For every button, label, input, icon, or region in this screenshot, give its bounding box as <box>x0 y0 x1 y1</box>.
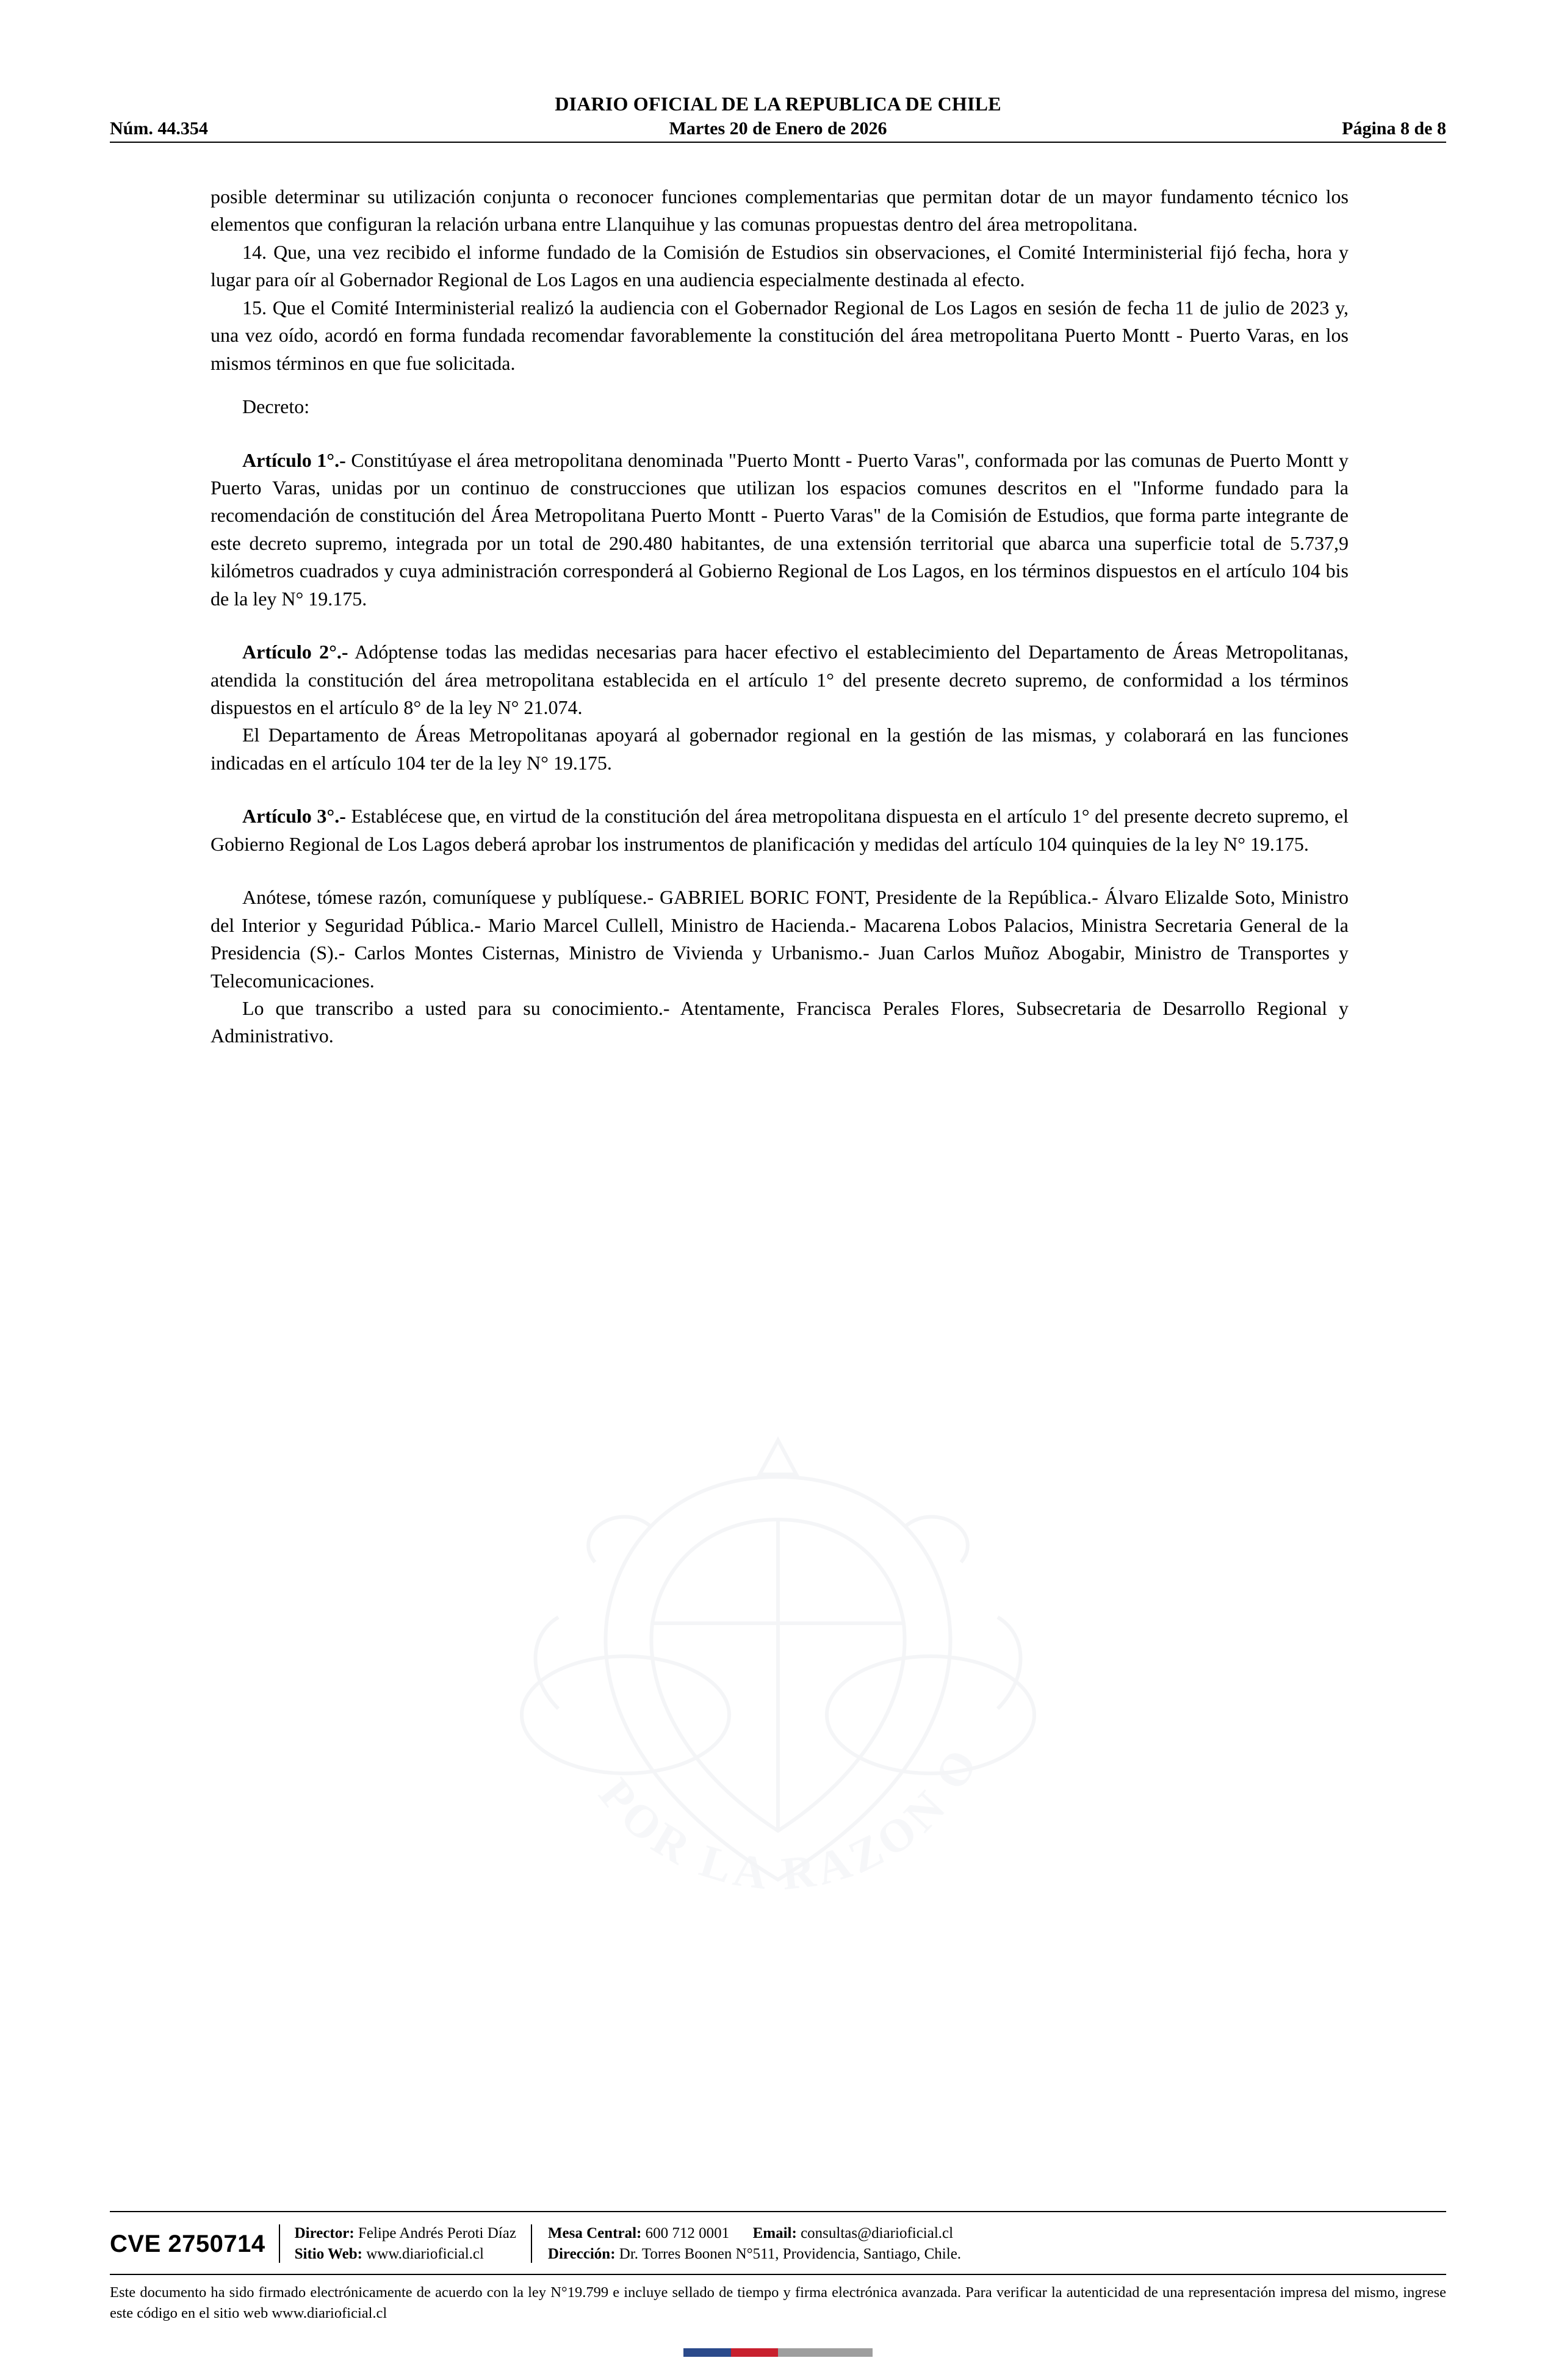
articulo-2-label: Artículo 2°.- <box>242 641 348 663</box>
electronic-signature-note: Este documento ha sido firmado electrónicamente de acuerdo con la ley N°19.799 e incluye sellado de tiempo y firma electrónica avanzada. Para verificar la autenticidad de una representación impresa del mismo, ingrese este código en el sitio web www.diarioficial.cl <box>110 2284 1446 2322</box>
contact-line <box>548 2223 961 2244</box>
document-body <box>211 183 1349 1050</box>
publication-title: DIARIO OFICIAL DE LA REPUBLICA DE CHILE <box>555 93 1001 115</box>
paragraph-signatures: Anótese, tómese razón, comuníquese y publíquese.- GABRIEL BORIC FONT, Presidente de la República.- Álvaro Elizalde Soto, Ministro del Interior y Seguridad Pública.- Mario Marcel Cullell, Ministro de Hacienda.- Macarena Lobos Palacios, Ministra Secretaria General de la Presidencia (S).- Carlos Montes Cisternas, Ministro de Vivienda y Urbanismo.- Juan Carlos Muñoz Abogabir, Ministro de Transportes y Telecomunicaciones. <box>211 886 1349 992</box>
mesa-central-value: 600 712 0001 <box>641 2224 730 2241</box>
address-value: Dr. Torres Boonen N°511, Providencia, Santiago, Chile. <box>615 2245 962 2262</box>
paragraph-transcription: Lo que transcribo a usted para su conocimiento.- Atentamente, Francisca Perales Flores, Subsecretaria de Desarrollo Regional y Administrativo. <box>211 997 1349 1047</box>
articulo-1-label: Artículo 1°.- <box>242 449 346 471</box>
director-line <box>295 2223 516 2244</box>
director-value: Felipe Andrés Peroti Díaz <box>354 2224 516 2241</box>
email-value[interactable]: consultas@diarioficial.cl <box>796 2224 954 2241</box>
footer-divider-top <box>110 2211 1446 2212</box>
articulo-3 <box>211 802 1349 858</box>
issue-number: Núm. 44.354 <box>110 118 208 139</box>
flag-bar <box>683 2348 873 2357</box>
flag-gray-segment <box>778 2348 873 2357</box>
articulo-2 <box>211 638 1349 721</box>
paragraph-considerando-14: 14. Que, una vez recibido el informe fundado de la Comisión de Estudios sin observaciones, el Comité Interministerial fijó fecha, hora y lugar para oír al Gobernador Regional de Los Lagos en una audiencia especialmente destinada al efecto. <box>211 240 1349 291</box>
watermark-motto <box>412 1404 990 1900</box>
flag-blue-segment <box>683 2348 731 2357</box>
page-header <box>110 92 1446 139</box>
articulo-2-text: Adóptense todas las medidas necesarias para hacer efectivo el establecimiento del Departamento de Áreas Metropolitanas, atendida la constitución del área metropolitana establecida en el artículo 1° del presente decreto supremo, de conformidad a los términos dispuestos en el artículo 8° de la ley N° 21.074. <box>211 641 1349 718</box>
paragraph-considerando-15: 15. Que el Comité Interministerial realizó la audiencia con el Gobernador Regional de Los Lagos en sesión de fecha 11 de julio de 2023 y, una vez oído, acordó en forma fundada recomendar favorablemente la constitución del área metropolitana Puerto Montt - Puerto Varas, en los mismos términos en que fue solicitada. <box>211 296 1349 374</box>
email-label: Email: <box>752 2224 797 2241</box>
articulo-1 <box>211 447 1349 613</box>
header-divider <box>110 142 1446 143</box>
website-value[interactable]: www.diarioficial.cl <box>362 2245 484 2262</box>
flag-red-segment <box>731 2348 779 2357</box>
articulo-3-text: Establécese que, en virtud de la constitución del área metropolitana dispuesta en el artículo 1° del presente decreto supremo, el Gobierno Regional de Los Lagos deberá aprobar los instrumentos de planificación y medidas del artículo 104 quinquies de la ley N° 19.175. <box>211 805 1349 855</box>
address-label: Dirección: <box>547 2245 616 2262</box>
articulo-3-label: Artículo 3°.- <box>242 805 346 828</box>
website-label: Sitio Web: <box>294 2245 362 2262</box>
page-number: Página 8 de 8 <box>1342 118 1446 139</box>
articulo-2-paragraph-2: El Departamento de Áreas Metropolitanas apoyará al gobernador regional en la gestión de las mismas, y colaborará en las funciones indicadas en el artículo 104 ter de la ley N° 19.175. <box>211 724 1349 774</box>
coat-of-arms-watermark <box>412 1404 1144 1953</box>
issue-date: Martes 20 de Enero de 2026 <box>669 118 887 139</box>
director-label: Director: <box>294 2224 355 2241</box>
page-footer <box>110 2211 1446 2324</box>
footer-column-contact <box>532 2223 976 2265</box>
footer-divider-mid <box>110 2274 1446 2275</box>
website-line <box>295 2244 516 2265</box>
address-line <box>548 2244 961 2265</box>
paragraph-continuation: posible determinar su utilización conjunta o reconocer funciones complementarias que permitan dotar de un mayor fundamento técnico los elementos que configuran la relación urbana entre Llanquihue y las comunas propuestas dentro del área metropolitana. <box>211 186 1349 236</box>
mesa-central-label: Mesa Central: <box>547 2224 642 2241</box>
decreto-heading: Decreto: <box>242 395 310 418</box>
footer-info <box>110 2223 1446 2265</box>
header-meta-row <box>110 118 1446 139</box>
svg-text:POR LA RAZON O LA FUERZA <box>412 1404 990 1900</box>
cve-code: CVE 2750714 <box>110 2230 265 2257</box>
articulo-1-text: Constitúyase el área metropolitana denominada "Puerto Montt - Puerto Varas", conformada por las comunas de Puerto Montt y Puerto Varas, unidas por un continuo de construcciones que utilizan los espacios comunes descritos en el "Informe fundado para la recomendación de constitución del Área Metropolitana Puerto Montt - Puerto Varas" de la Comisión de Estudios, que forma parte integrante de este decreto supremo, integrada por un total de 290.480 habitantes, de una extensión territorial que abarca una superficie total de 5.737,9 kilómetros cuadrados y cuya administración corresponderá al Gobierno Regional de Los Lagos, en los términos dispuestos en el artículo 104 bis de la ley N° 19.175. <box>211 449 1349 610</box>
footer-column-director <box>280 2223 531 2265</box>
